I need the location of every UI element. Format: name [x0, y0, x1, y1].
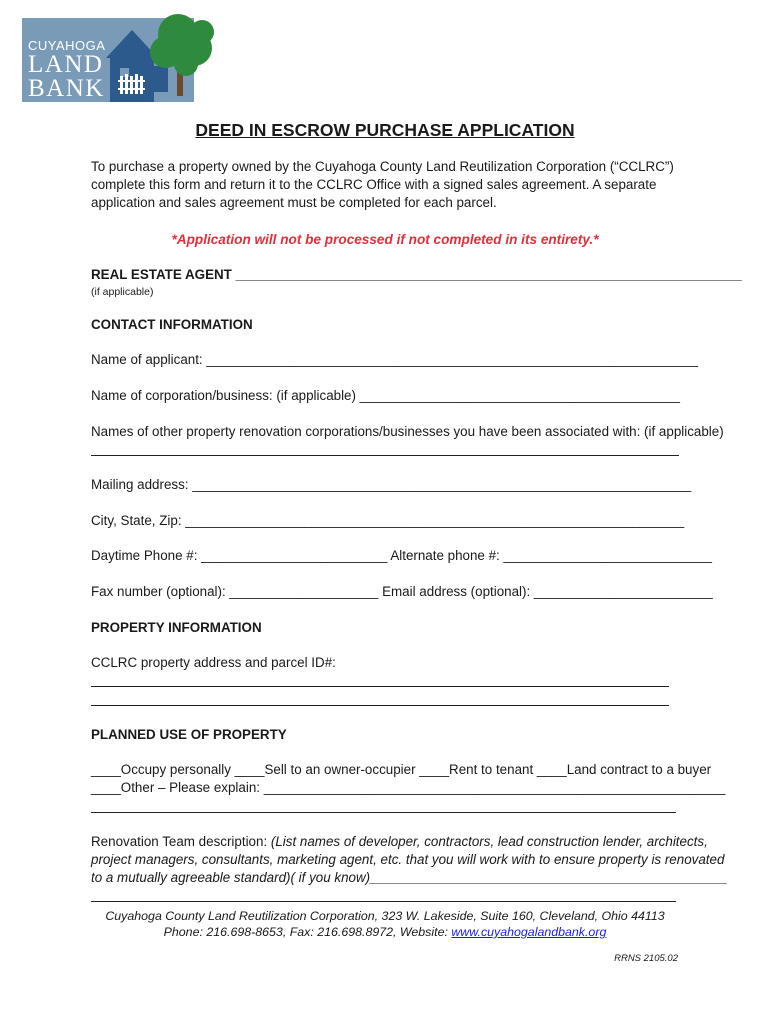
planned-use-blank[interactable] — [91, 812, 676, 813]
real-estate-agent-field[interactable]: REAL ESTATE AGENT ____________________________________________________________________ — [91, 267, 742, 282]
phone-fields[interactable]: Daytime Phone #: _________________________ Alternate phone #: ____________________________ — [91, 548, 713, 563]
footer-divider — [91, 901, 676, 902]
house-tree-icon — [106, 10, 222, 102]
page-title: DEED IN ESCROW PURCHASE APPLICATION — [195, 120, 575, 140]
corporation-name-field[interactable]: Name of corporation/business: (if applicable) ___________________________________________ — [91, 388, 680, 403]
fax-email-fields[interactable]: Fax number (optional): ____________________ Email address (optional): ________________________ — [91, 584, 713, 599]
property-heading: PROPERTY INFORMATION — [91, 620, 262, 635]
renovation-line-3[interactable]: to a mutually agreeable standard)( if you know)________________________________________________ — [91, 870, 728, 885]
intro-line-2: complete this form and return it to the CCLRC Office with a signed sales agreement. A separate — [91, 177, 657, 192]
other-corporations-blank[interactable] — [91, 455, 679, 456]
footer-contact — [0, 924, 770, 940]
intro-line-3: application and sales agreement must be completed for each parcel. — [91, 195, 497, 210]
footer-address: Cuyahoga County Land Reutilization Corporation, 323 W. Lakeside, Suite 160, Cleveland, Ohio 44113 — [105, 909, 665, 923]
mailing-address-field[interactable]: Mailing address: ___________________________________________________________________ — [91, 477, 692, 492]
logo-line-cuyahoga: CUYAHOGA — [28, 38, 106, 53]
agent-note: (if applicable) — [91, 286, 154, 298]
planned-use-heading: PLANNED USE OF PROPERTY — [91, 727, 287, 742]
renovation-label: Renovation Team description: — [91, 834, 271, 849]
other-corporations-label: Names of other property renovation corporations/businesses you have been associated with: (if applicable) — [91, 424, 724, 439]
city-state-zip-field[interactable]: City, State, Zip: ___________________________________________________________________ — [91, 513, 685, 528]
intro-paragraph — [91, 158, 691, 212]
contact-heading: CONTACT INFORMATION — [91, 317, 253, 332]
website-link[interactable]: www.cuyahogalandbank.org — [451, 925, 607, 939]
planned-use-other-field[interactable]: ____Other – Please explain: ______________________________________________________________ — [91, 780, 726, 795]
logo-line-bank: BANK — [28, 75, 105, 102]
property-address-label: CCLRC property address and parcel ID#: — [91, 655, 336, 670]
renovation-line-1 — [91, 834, 708, 849]
applicant-name-field[interactable]: Name of applicant: __________________________________________________________________ — [91, 352, 698, 367]
renovation-instructions: (List names of developer, contractors, lead construction lender, architects, — [270, 834, 708, 849]
logo-line-land: LAND — [28, 51, 104, 78]
land-bank-logo — [22, 10, 222, 102]
planned-use-options[interactable]: ____Occupy personally ____Sell to an owner-occupier ____Rent to tenant ____Land contract to a buyer — [91, 762, 712, 777]
property-address-blank-1[interactable] — [91, 686, 669, 687]
property-address-blank-2[interactable] — [91, 705, 669, 706]
completion-warning: *Application will not be processed if not completed in its entirety.* — [171, 232, 599, 247]
renovation-line-2: project managers, consultants, marketing agent, etc. that you will work with to ensure property is renovated — [91, 852, 725, 867]
footer-phone-fax: Phone: 216.698-8653, Fax: 216.698.8972, Website: — [163, 925, 452, 939]
form-code: RRNS 2105.02 — [614, 953, 678, 964]
intro-line-1: To purchase a property owned by the Cuyahoga County Land Reutilization Corporation (“CCLRC”) — [91, 159, 674, 174]
